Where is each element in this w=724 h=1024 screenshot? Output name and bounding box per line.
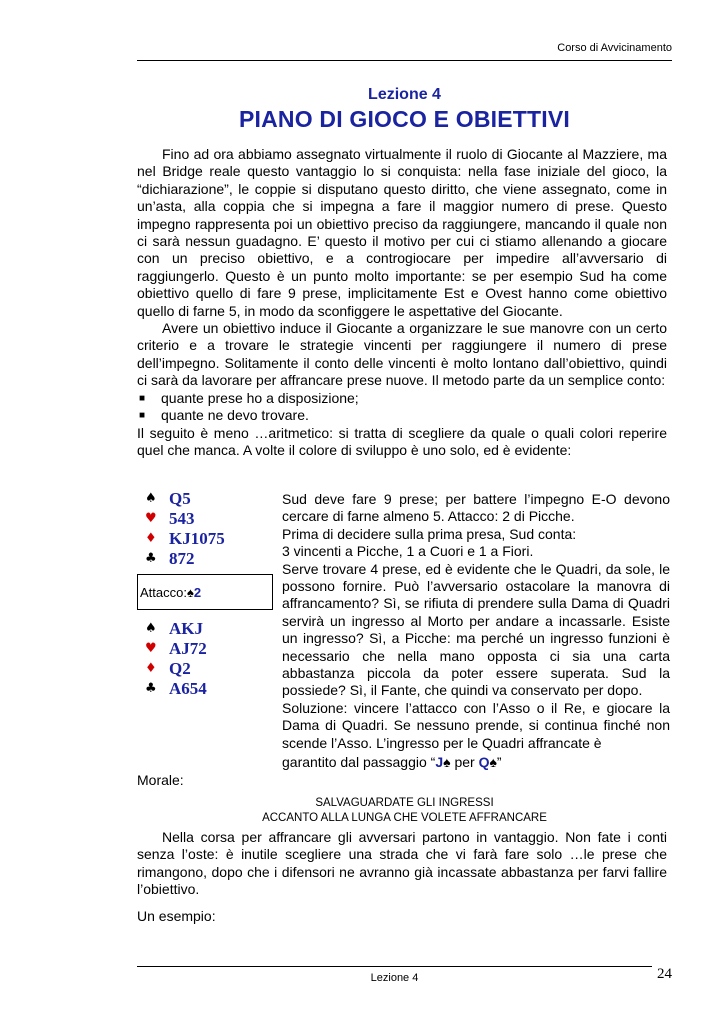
list-item: ■ quante ne devo trovare.	[139, 407, 309, 424]
morale-label: Morale:	[137, 772, 184, 788]
hand-row	[137, 659, 277, 679]
header-rule	[137, 60, 672, 61]
south-hand	[137, 619, 277, 699]
analysis-line: Prima di decidere sulla prima presa, Sud conta:	[282, 525, 577, 542]
card-holding: KJ1075	[169, 529, 225, 548]
club-icon: ♣	[145, 681, 157, 696]
closing-paragraph: Nella corsa per affrancare gli avversari partono in vantaggio. Non fate i conti senza l’oste: è inutile scegliere una strada che vi farà fare solo …le prese che rimangono, dopo che i difensori ne avranno già incassate abbastanza per farvi fallire l’obiettivo.	[137, 829, 667, 898]
list-item: ■ quante prese ho a disposizione;	[139, 389, 359, 406]
analysis-line: 3 vincenti a Picche, 1 a Cuori e 1 a Fiori.	[282, 543, 534, 560]
card-holding: 872	[169, 549, 195, 568]
lead-card: 2	[193, 584, 202, 600]
hand-row	[137, 489, 277, 509]
running-header: Corso di Avvicinamento	[557, 42, 672, 54]
hand-row	[137, 529, 277, 549]
heart-icon: ♥	[145, 511, 157, 526]
maxim-line: ACCANTO ALLA LUNGA CHE VOLETE AFFRANCARE	[262, 812, 547, 824]
card-holding: A654	[169, 679, 207, 698]
card-holding: 543	[169, 509, 195, 528]
analysis-line: Sud deve fare 9 prese; per battere l’impegno E-O devono cercare di farne almeno 5. Attacco: 2 di Picche.	[282, 491, 670, 525]
intro-paragraph-1: Fino ad ora abbiamo assegnato virtualmente il ruolo di Giocante al Mazziere, ma nel Bridge reale questo vantaggio lo si conquista: nella fase iniziale del gioco, la “dichiarazione”, le coppie si disputano questo diritto, che viene assegnato, come in un’asta, alla coppia che si impegna a fare il maggior numero di prese. Questo impegno rappresenta poi un obiettivo preciso da raggiungere, mancando il quale non ci sarà nessun guadagno. E’ questo il motivo per cui ci stiamo allenando a giocare con un preciso obiettivo, e a controgiocare per impedire all’avversario di raggiungerlo. Questo è un punto molto importante: se per esempio Sud ha come obiettivo quello di fare 9 prese, implicitamente Est e Ovest hanno come obiettivo quello di farne 5, in modo da sconfiggere le aspettative del Giocante.	[137, 146, 667, 319]
lead-label: Attacco:	[140, 584, 187, 600]
card-queen: Q	[478, 754, 490, 771]
club-icon: ♣	[145, 551, 157, 566]
hand-row	[137, 639, 277, 659]
square-bullet-icon: ■	[139, 392, 146, 404]
card-holding: Q2	[169, 659, 191, 678]
heart-icon: ♥	[145, 641, 157, 656]
maxim-line: SALVAGUARDATE GLI INGRESSI	[315, 797, 494, 809]
spade-icon: ♠	[145, 621, 157, 636]
north-hand	[137, 489, 277, 569]
hand-row	[137, 549, 277, 569]
analysis-final-line: garantito dal passaggio “J♠ per Q♠”	[282, 754, 502, 771]
intro-text	[137, 146, 667, 459]
count-list	[137, 390, 667, 425]
analysis-line: Soluzione: vincere l’attacco con l’Asso o il Re, e giocare la Dama di Quadri. Se nessuno prende, si continua finché non scende l’Asso. L’ingresso per le Quadri affrancate è	[282, 699, 670, 751]
diamond-icon: ♦	[145, 531, 157, 546]
page-number: 24	[657, 966, 672, 982]
card-holding: AKJ	[169, 619, 203, 638]
footer-rule	[137, 966, 652, 967]
example-label: Un esempio:	[137, 908, 216, 924]
hand-diagram	[137, 489, 277, 699]
after-list-paragraph: Il seguito è meno …aritmetico: si tratta di scegliere da quale o quali colori reperire quel che manca. A volte il colore di sviluppo è uno solo, ed è evidente:	[137, 424, 667, 458]
diamond-icon: ♦	[145, 661, 157, 676]
lesson-label: Lezione 4	[368, 86, 441, 103]
analysis-text	[282, 491, 670, 772]
closing-text	[137, 829, 667, 899]
spade-icon: ♠	[186, 584, 194, 600]
page-title: PIANO DI GIOCO E OBIETTIVI	[238, 106, 571, 132]
analysis-line: Serve trovare 4 prese, ed è evidente che le Quadri, da sole, le possono fornire. Può l’avversario ostacolare la manovra di affrancamento? Sì, se rifiuta di prendere sulla Dama di Quadri servirà un ingresso al Morto per andare a incassarle. Esiste un ingresso? Sì, a Picche: ma perché un ingresso funzioni è necessario che nella mano opposta ci sia una carta abbastanza piccola da poter essere superata. Sud la possiede? Sì, il Fante, che quindi va conservato per dopo.	[282, 560, 670, 699]
spade-icon: ♠	[489, 754, 497, 771]
hand-row	[137, 619, 277, 639]
spade-icon: ♠	[145, 491, 157, 506]
intro-paragraph-2: Avere un obiettivo induce il Giocante a organizzare le sue manovre con un certo criterio e a trovare le strategie vincenti per raggiungere il numero di prese dell’impegno. Solitamente il conto delle vincenti è molto lontano dall’obiettivo, quindi ci sarà da lavorare per affrancare prese nuove. Il metodo parte da un semplice conto:	[137, 320, 667, 389]
card-holding: AJ72	[169, 639, 207, 658]
card-holding: Q5	[169, 489, 191, 508]
spade-icon: ♠	[443, 754, 451, 771]
footer-lesson: Lezione 4	[370, 972, 419, 984]
hand-row	[137, 509, 277, 529]
square-bullet-icon: ■	[139, 410, 146, 422]
card-jack: J	[435, 754, 444, 771]
lead-box	[137, 574, 273, 610]
maxim	[137, 796, 672, 826]
hand-row	[137, 679, 277, 699]
